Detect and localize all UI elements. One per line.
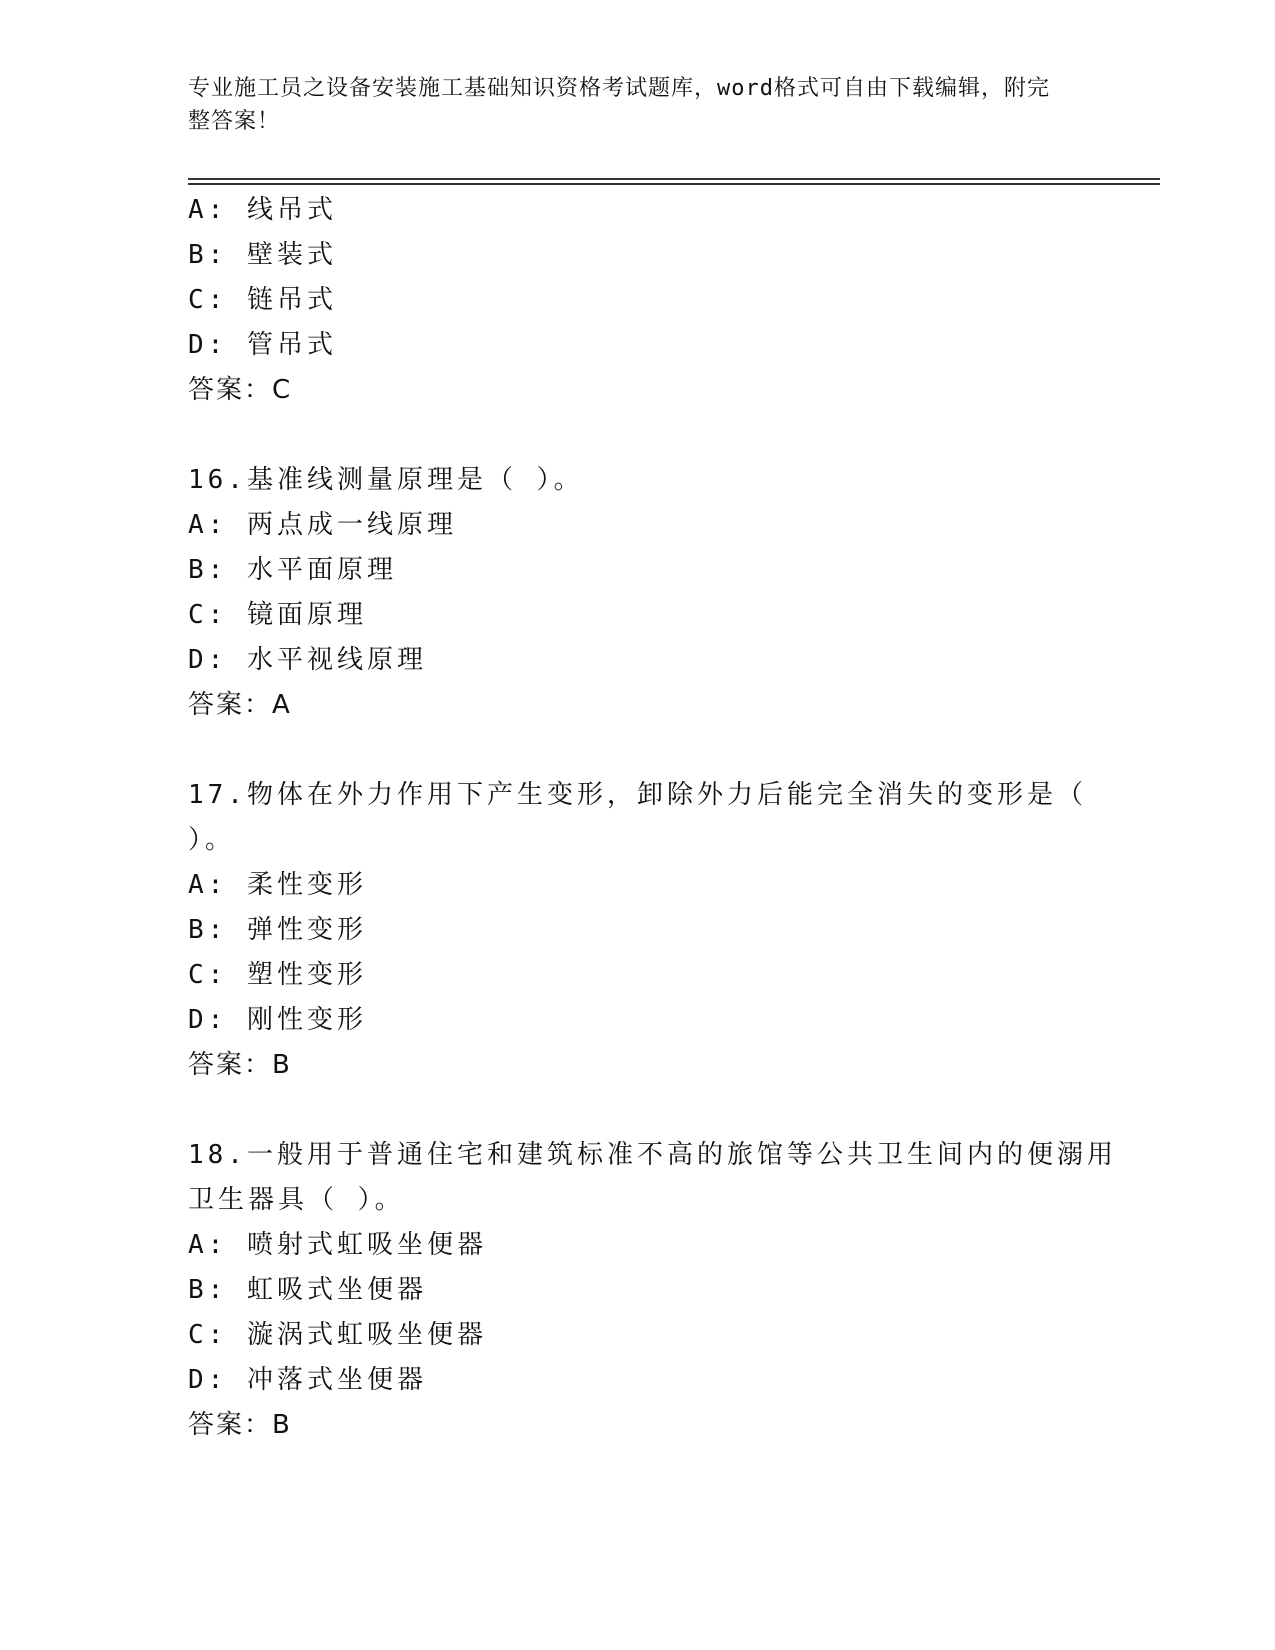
q15-option-a: A: 线吊式 [188,195,337,225]
q17-option-b: B: 弹性变形 [188,915,367,945]
q16-option-d: D: 水平视线原理 [188,645,427,675]
q16-option-b: B: 水平面原理 [188,555,397,585]
q16-option-a: A: 两点成一线原理 [188,510,457,540]
q17-option-d: D: 刚性变形 [188,1005,367,1035]
q15-option-b: B: 壁装式 [188,240,337,270]
q17-option-a: A: 柔性变形 [188,870,367,900]
q18-option-b: B: 虹吸式坐便器 [188,1275,427,1305]
q18-question-line-1: 18.一般用于普通住宅和建筑标准不高的旅馆等公共卫生间内的便溺用 [188,1140,1117,1170]
q15-answer: 答案：C [188,375,293,405]
q18-question-line-2: 卫生器具（ ）。 [188,1185,405,1215]
q15-option-d: D: 管吊式 [188,330,337,360]
q16-answer: 答案：A [188,690,292,720]
q17-option-c: C: 塑性变形 [188,960,367,990]
q17-question-line-2: ）。 [188,825,236,855]
q17-answer: 答案：B [188,1050,292,1080]
q16-question: 16.基准线测量原理是（ ）。 [188,465,584,495]
q18-option-a: A: 喷射式虹吸坐便器 [188,1230,487,1260]
document-header: 专业施工员之设备安装施工基础知识资格考试题库，word格式可自由下载编辑，附完整答案！ [188,76,1050,134]
q18-option-c: C: 漩涡式虹吸坐便器 [188,1320,487,1350]
header-rule-bottom [188,183,1160,185]
header-rule-top [188,178,1160,180]
q17-question-line-1: 17.物体在外力作用下产生变形，卸除外力后能完全消失的变形是（ [188,780,1087,810]
q16-option-c: C: 镜面原理 [188,600,367,630]
q15-option-c: C: 链吊式 [188,285,337,315]
q18-answer: 答案：B [188,1410,292,1440]
q18-option-d: D: 冲落式坐便器 [188,1365,427,1395]
